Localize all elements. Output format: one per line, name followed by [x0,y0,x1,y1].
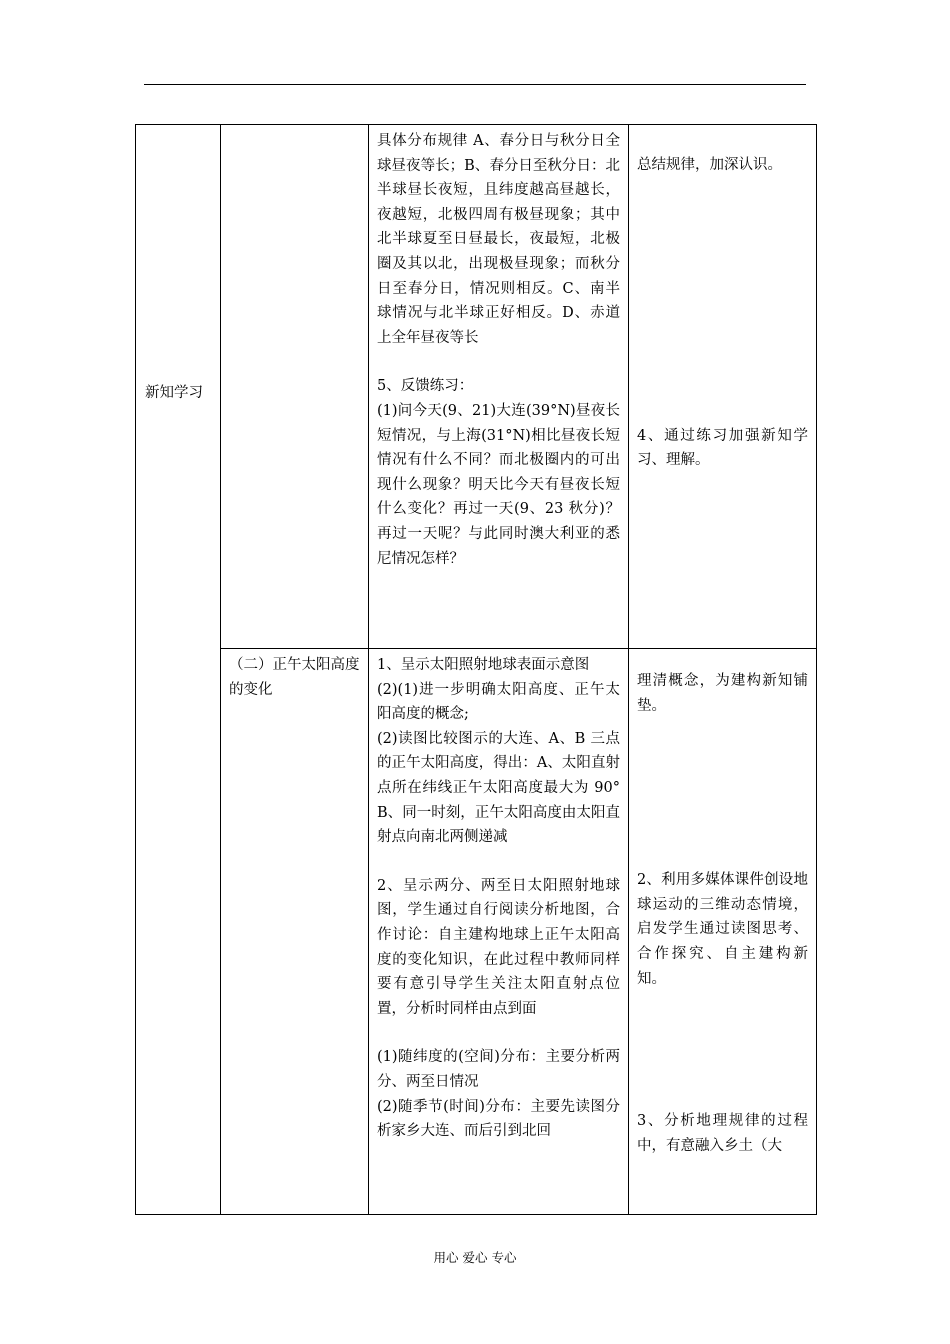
topic-cell [221,649,369,1215]
lesson-plan-table [135,124,817,1215]
activity-paragraph: (2)(1)进一步明确太阳高度、正午太阳高度的概念; [377,681,620,723]
purpose-paragraph: 2、利用多媒体课件创设地球运动的三维动态情境，启发学生通过读图思考、合作探究、自主建构新知。 [637,872,808,987]
phase-cell [136,125,221,1215]
page-footer: 用心 爱心 专心 [433,1250,517,1265]
purpose-paragraph: 3、分析地理规律的过程中，有意融入乡土（大 [637,1113,808,1154]
purpose-paragraph: 总结规律，加深认识。 [637,157,782,173]
activity-cell [369,125,629,649]
purpose-paragraph: 理清概念，为建构新知铺垫。 [637,673,808,714]
table-row [136,649,817,1215]
activity-paragraph: (2)读图比较图示的大连、A、B 三点的正午太阳高度，得出：A、太阳直射点所在纬线正午太阳高度最大为 90° B、同一时刻，正午太阳高度由太阳直射点向南北两侧递减 [377,730,620,846]
activity-paragraph: (1)问今天(9、21)大连(39°N)昼夜长短情况，与上海(31°N)相比昼夜长短情况有什么不同？而北极圈内的可出现什么现象？明天比今天有昼夜长短什么变化？再过一天(9、23 秋分)？再过一天呢？与此同时澳大利亚的悉尼情况怎样？ [377,402,620,567]
purpose-paragraph: 4、通过练习加强新知学习、理解。 [637,427,808,469]
activity-paragraph: 5、反馈练习： [377,378,474,395]
activity-paragraph: (2)随季节(时间)分布：主要先读图分析家乡大连、而后引到北回 [377,1098,620,1140]
activity-paragraph: 2、呈示两分、两至日太阳照射地球图，学生通过自行阅读分析地图，合作讨论：自主建构地球上正午太阳高度的变化知识，在此过程中教师同样要有意引导学生关注太阳直射点位置，分析时同样由点到面 [377,877,620,1017]
activity-paragraph: 1、呈示太阳照射地球表面示意图 [377,657,590,673]
topic-cell [221,125,369,649]
header-rule [144,84,806,85]
phase-label: 新知学习 [145,385,203,401]
purpose-cell [629,649,817,1215]
activity-paragraph: 具体分布规律 A、春分日与秋分日全球昼夜等长；B、春分日至秋分日：北半球昼长夜短，且纬度越高昼越长，夜越短，北极四周有极昼现象；其中北半球夏至日昼最长，夜最短，北极圈及其以北，出现极昼现象；而秋分日至春分日，情况则相反。C、南半球情况与北半球正好相反。D、赤道上全年昼夜等长 [377,133,620,346]
table-row [136,125,817,649]
activity-paragraph: (1)随纬度的(空间)分布：主要分析两分、两至日情况 [377,1049,620,1090]
activity-cell [369,649,629,1215]
topic-label: （二）正午太阳高度的变化 [229,657,360,698]
purpose-cell [629,125,817,649]
